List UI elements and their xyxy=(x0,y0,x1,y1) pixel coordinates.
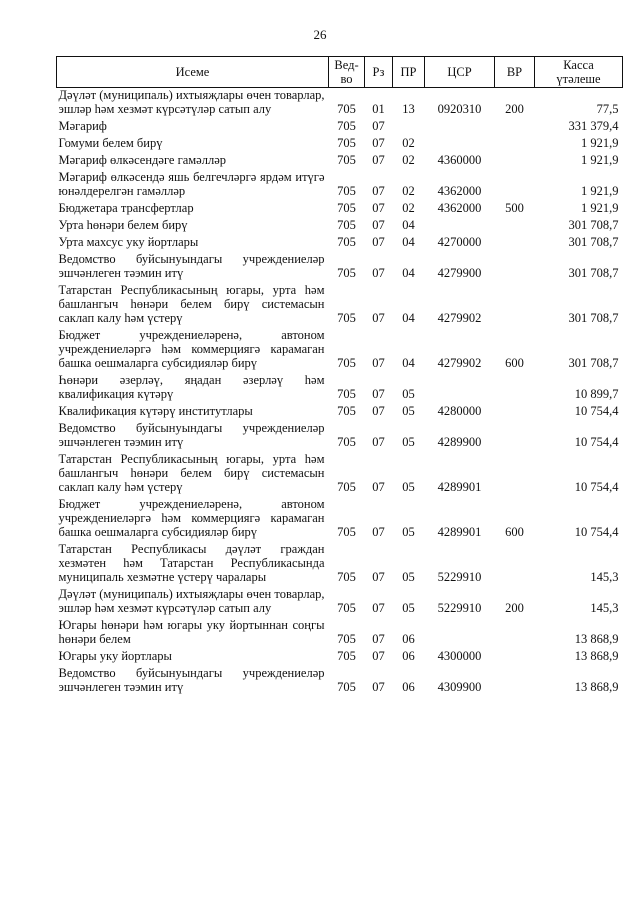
cell-sum: 13 868,9 xyxy=(574,680,619,694)
cell-ved: 705 xyxy=(337,525,356,539)
cell-rz: 07 xyxy=(372,525,385,539)
cell-csr xyxy=(425,618,495,649)
cell-csr: 4362000 xyxy=(437,184,482,198)
cell-name: Югары һөнәри һәм югары уку йортыннан соңгы һөнәри белем xyxy=(58,618,325,646)
table-row xyxy=(57,119,623,136)
cell-pr: 04 xyxy=(402,311,415,325)
cell-ved: 705 xyxy=(337,102,356,116)
cell-name: Мәгариф xyxy=(58,119,107,133)
cell-name: Урта махсус уку йортлары xyxy=(58,235,199,249)
cell-vr xyxy=(495,404,535,421)
cell-sum: 77,5 xyxy=(596,102,619,116)
cell-sum: 13 868,9 xyxy=(574,632,619,646)
cell-csr xyxy=(425,373,495,404)
cell-sum: 1 921,9 xyxy=(581,201,619,215)
cell-csr: 4289900 xyxy=(437,435,482,449)
cell-pr xyxy=(393,119,425,136)
cell-sum: 10 754,4 xyxy=(574,404,619,418)
cell-rz: 07 xyxy=(372,218,385,232)
cell-vr xyxy=(495,649,535,666)
table-row xyxy=(57,170,623,201)
cell-sum: 301 708,7 xyxy=(568,235,619,249)
cell-name: Ведомство буйсынуындагы учреждениеләр эшчәнлеген тәэмин итү xyxy=(58,666,325,694)
cell-rz: 07 xyxy=(372,601,385,615)
cell-pr: 04 xyxy=(402,235,415,249)
cell-pr: 05 xyxy=(402,570,415,584)
table-row xyxy=(57,542,623,587)
cell-name: Һөнәри әзерләү, яңадан әзерләү һәм квалификация күтәрү xyxy=(58,373,325,401)
cell-pr: 05 xyxy=(402,404,415,418)
cell-name: Дәүләт (муниципаль) ихтыяҗлары өчен товарлар, эшләр һәм хезмәт күрсәтүләр сатып алу xyxy=(58,587,325,615)
cell-csr: 4362000 xyxy=(437,201,482,215)
cell-pr: 04 xyxy=(402,356,415,370)
cell-vr xyxy=(495,119,535,136)
cell-name: Мәгариф өлкәсендәге гамәлләр xyxy=(58,153,226,167)
cell-rz: 07 xyxy=(372,680,385,694)
cell-pr: 02 xyxy=(402,136,415,150)
cell-pr: 05 xyxy=(402,525,415,539)
cell-ved: 705 xyxy=(337,435,356,449)
cell-pr: 06 xyxy=(402,680,415,694)
cell-name: Гомуми белем бирү xyxy=(58,136,163,150)
table-row xyxy=(57,328,623,373)
cell-rz: 07 xyxy=(372,570,385,584)
cell-name: Бюджет учреждениеләренә, автоном учреждениеләргә һәм коммерциягә карамаган башка оешмаларга субсидияләр бирү xyxy=(58,328,325,370)
cell-pr: 06 xyxy=(402,632,415,646)
cell-csr: 5229910 xyxy=(437,601,482,615)
cell-name: Мәгариф өлкәсендә яшь белгечләргә ярдәм итүгә юнәлдерелгән гамәлләр xyxy=(58,170,325,198)
table-header-row xyxy=(57,57,623,88)
cell-rz: 07 xyxy=(372,184,385,198)
cell-name: Ведомство буйсынуындагы учреждениеләр эшчәнлеген тәэмин итү xyxy=(58,421,325,449)
cell-name: Ведомство буйсынуындагы учреждениеләр эшчәнлеген тәэмин итү xyxy=(58,252,325,280)
cell-ved: 705 xyxy=(337,153,356,167)
cell-ved: 705 xyxy=(337,480,356,494)
cell-rz: 07 xyxy=(372,480,385,494)
cell-ved: 705 xyxy=(337,356,356,370)
header-sum-line2: үтәлеше xyxy=(556,72,601,86)
cell-name: Урта һөнәри белем бирү xyxy=(58,218,188,232)
cell-ved: 705 xyxy=(337,311,356,325)
cell-name: Татарстан Республикасының югары, урта һәм башлангыч һөнәри белем бирү системасын саклап калу һәм үстерү xyxy=(58,283,325,325)
table-row xyxy=(57,218,623,235)
cell-vr xyxy=(495,136,535,153)
cell-sum: 301 708,7 xyxy=(568,356,619,370)
cell-vr xyxy=(495,618,535,649)
table-row xyxy=(57,618,623,649)
table-row xyxy=(57,497,623,542)
cell-csr: 4279902 xyxy=(437,311,482,325)
cell-sum: 10 754,4 xyxy=(574,480,619,494)
cell-csr: 4279900 xyxy=(437,266,482,280)
cell-sum: 145,3 xyxy=(590,570,619,584)
header-sum xyxy=(535,57,623,88)
cell-ved: 705 xyxy=(337,387,356,401)
cell-ved: 705 xyxy=(337,235,356,249)
cell-csr xyxy=(425,119,495,136)
page-number: 26 xyxy=(313,27,327,42)
cell-pr: 04 xyxy=(402,266,415,280)
cell-ved: 705 xyxy=(337,266,356,280)
cell-vr xyxy=(495,452,535,497)
table-row xyxy=(57,404,623,421)
cell-vr xyxy=(495,283,535,328)
cell-vr: 600 xyxy=(505,356,524,370)
cell-name: Дәүләт (муниципаль) ихтыяҗлары өчен товарлар, эшләр һәм хезмәт күрсәтүләр сатып алу xyxy=(58,88,325,116)
cell-ved: 705 xyxy=(337,601,356,615)
cell-csr: 5229910 xyxy=(437,570,482,584)
header-vr: ВР xyxy=(495,57,535,88)
table-row xyxy=(57,373,623,404)
cell-vr: 500 xyxy=(505,201,524,215)
cell-csr: 4289901 xyxy=(437,480,482,494)
cell-vr xyxy=(495,373,535,404)
cell-rz: 07 xyxy=(372,356,385,370)
cell-rz: 07 xyxy=(372,136,385,150)
cell-pr: 05 xyxy=(402,387,415,401)
cell-sum: 10 899,7 xyxy=(574,387,619,401)
cell-rz: 07 xyxy=(372,404,385,418)
cell-vr xyxy=(495,421,535,452)
budget-table xyxy=(56,56,623,697)
cell-ved: 705 xyxy=(337,649,356,663)
cell-vr xyxy=(495,666,535,697)
cell-ved: 705 xyxy=(337,680,356,694)
cell-csr: 4300000 xyxy=(437,649,482,663)
table-row xyxy=(57,666,623,697)
cell-name: Татарстан Республикасының югары, урта һәм башлангыч һөнәри белем бирү системасын саклап калу һәм үстерү xyxy=(58,452,325,494)
header-csr: ЦСР xyxy=(425,57,495,88)
cell-sum: 13 868,9 xyxy=(574,649,619,663)
header-rz: Рз xyxy=(365,57,393,88)
cell-csr: 4280000 xyxy=(437,404,482,418)
cell-ved: 705 xyxy=(337,119,356,133)
cell-vr xyxy=(495,218,535,235)
cell-name: Татарстан Республикасы дәүләт граждан хезмәтен һәм Татарстан Республикасында муниципаль хезмәтне үстерү чаралары xyxy=(58,542,325,584)
table-row xyxy=(57,421,623,452)
cell-pr: 02 xyxy=(402,184,415,198)
header-ved-line1: Вед- xyxy=(334,58,359,72)
cell-vr xyxy=(495,252,535,283)
cell-rz: 07 xyxy=(372,311,385,325)
cell-rz: 07 xyxy=(372,387,385,401)
header-ved xyxy=(329,57,365,88)
table-row xyxy=(57,283,623,328)
cell-sum: 1 921,9 xyxy=(581,136,619,150)
cell-pr: 02 xyxy=(402,153,415,167)
cell-rz: 07 xyxy=(372,266,385,280)
table-row xyxy=(57,88,623,120)
cell-pr: 06 xyxy=(402,649,415,663)
cell-name: Квалификация күтәрү институтлары xyxy=(58,404,253,418)
cell-sum: 10 754,4 xyxy=(574,525,619,539)
cell-vr xyxy=(495,153,535,170)
cell-csr: 4289901 xyxy=(437,525,482,539)
cell-csr: 4360000 xyxy=(437,153,482,167)
cell-sum: 301 708,7 xyxy=(568,311,619,325)
cell-pr: 04 xyxy=(402,218,415,232)
table-row xyxy=(57,235,623,252)
cell-csr: 0920310 xyxy=(437,102,482,116)
cell-sum: 1 921,9 xyxy=(581,153,619,167)
cell-rz: 07 xyxy=(372,201,385,215)
cell-rz: 07 xyxy=(372,153,385,167)
cell-vr xyxy=(495,170,535,201)
header-ved-line2: во xyxy=(340,72,353,86)
cell-pr: 05 xyxy=(402,435,415,449)
cell-ved: 705 xyxy=(337,404,356,418)
cell-pr: 05 xyxy=(402,601,415,615)
table-row xyxy=(57,201,623,218)
header-name: Исеме xyxy=(57,57,329,88)
header-sum-line1: Касса xyxy=(563,58,594,72)
cell-csr: 4309900 xyxy=(437,680,482,694)
header-pr: ПР xyxy=(393,57,425,88)
cell-csr xyxy=(425,218,495,235)
cell-vr: 200 xyxy=(505,102,524,116)
table-row xyxy=(57,252,623,283)
cell-sum: 331 379,4 xyxy=(568,119,619,133)
cell-csr: 4279902 xyxy=(437,356,482,370)
cell-vr xyxy=(495,235,535,252)
cell-vr: 200 xyxy=(505,601,524,615)
cell-rz: 07 xyxy=(372,649,385,663)
cell-ved: 705 xyxy=(337,184,356,198)
cell-pr: 02 xyxy=(402,201,415,215)
cell-rz: 01 xyxy=(372,102,385,116)
table-row xyxy=(57,587,623,618)
cell-sum: 1 921,9 xyxy=(581,184,619,198)
cell-name: Бюджетара трансфертлар xyxy=(58,201,194,215)
cell-csr xyxy=(425,136,495,153)
cell-sum: 145,3 xyxy=(590,601,619,615)
table-row xyxy=(57,649,623,666)
cell-ved: 705 xyxy=(337,570,356,584)
cell-rz: 07 xyxy=(372,235,385,249)
cell-pr: 05 xyxy=(402,480,415,494)
cell-name: Югары уку йортлары xyxy=(58,649,172,663)
cell-ved: 705 xyxy=(337,632,356,646)
cell-sum: 301 708,7 xyxy=(568,218,619,232)
table-row xyxy=(57,452,623,497)
cell-pr: 13 xyxy=(402,102,415,116)
cell-ved: 705 xyxy=(337,218,356,232)
table-row xyxy=(57,153,623,170)
cell-ved: 705 xyxy=(337,201,356,215)
cell-csr: 4270000 xyxy=(437,235,482,249)
cell-rz: 07 xyxy=(372,632,385,646)
cell-vr xyxy=(495,542,535,587)
cell-rz: 07 xyxy=(372,435,385,449)
cell-name: Бюджет учреждениеләренә, автоном учреждениеләргә һәм коммерциягә карамаган башка оешмаларга субсидияләр бирү xyxy=(58,497,325,539)
cell-ved: 705 xyxy=(337,136,356,150)
cell-sum: 10 754,4 xyxy=(574,435,619,449)
cell-sum: 301 708,7 xyxy=(568,266,619,280)
cell-vr: 600 xyxy=(505,525,524,539)
table-row xyxy=(57,136,623,153)
cell-rz: 07 xyxy=(372,119,385,133)
